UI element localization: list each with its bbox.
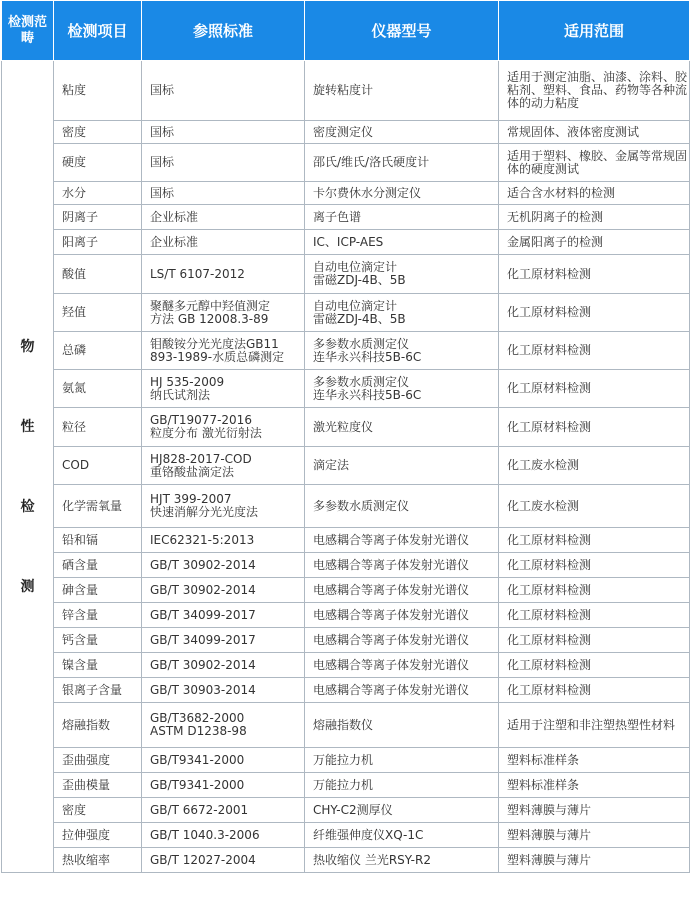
scope-cell: 塑料标准样条 bbox=[499, 773, 690, 798]
scope-cell: 塑料薄膜与薄片 bbox=[499, 848, 690, 873]
item-cell: 化学需氧量 bbox=[54, 485, 142, 528]
item-cell: 总磷 bbox=[54, 332, 142, 370]
item-cell: 铅和镉 bbox=[54, 528, 142, 553]
scope-cell: 化工废水检测 bbox=[499, 485, 690, 528]
table-row bbox=[2, 370, 690, 408]
table-row bbox=[2, 182, 690, 205]
scope-cell: 塑料标准样条 bbox=[499, 748, 690, 773]
instrument-cell: 万能拉力机 bbox=[305, 748, 499, 773]
instrument-cell: 密度测定仪 bbox=[305, 121, 499, 144]
item-cell: 阴离子 bbox=[54, 205, 142, 230]
standard-cell: 企业标准 bbox=[142, 205, 305, 230]
instrument-cell: 电感耦合等离子体发射光谱仪 bbox=[305, 528, 499, 553]
table-row bbox=[2, 703, 690, 748]
scope-cell: 化工原材料检测 bbox=[499, 528, 690, 553]
item-cell: 拉伸强度 bbox=[54, 823, 142, 848]
category-char: 测 bbox=[20, 578, 35, 595]
scope-cell: 适用于测定油脂、油漆、涂料、胶粘剂、塑料、食品、药物等各种流体的动力粘度 bbox=[499, 61, 690, 121]
table-row bbox=[2, 798, 690, 823]
category-char: 性 bbox=[20, 418, 35, 435]
standard-cell: GB/T 30902-2014 bbox=[142, 653, 305, 678]
scope-cell: 化工原材料检测 bbox=[499, 678, 690, 703]
scope-cell: 化工原材料检测 bbox=[499, 294, 690, 332]
item-cell: 氨氮 bbox=[54, 370, 142, 408]
scope-cell: 塑料薄膜与薄片 bbox=[499, 823, 690, 848]
item-cell: 钙含量 bbox=[54, 628, 142, 653]
testing-table bbox=[1, 0, 690, 873]
instrument-cell: 离子色谱 bbox=[305, 205, 499, 230]
item-cell: 歪曲强度 bbox=[54, 748, 142, 773]
standard-cell: GB/T 30903-2014 bbox=[142, 678, 305, 703]
table-row bbox=[2, 578, 690, 603]
standard-cell: GB/T 34099-2017 bbox=[142, 603, 305, 628]
standard-cell: 国标 bbox=[142, 144, 305, 182]
scope-cell: 化工原材料检测 bbox=[499, 553, 690, 578]
item-cell: 熔融指数 bbox=[54, 703, 142, 748]
table-row bbox=[2, 485, 690, 528]
item-cell: 硒含量 bbox=[54, 553, 142, 578]
table-row bbox=[2, 823, 690, 848]
instrument-cell: 电感耦合等离子体发射光谱仪 bbox=[305, 553, 499, 578]
instrument-cell: 旋转粘度计 bbox=[305, 61, 499, 121]
scope-cell: 适用于塑料、橡胶、金属等常规固体的硬度测试 bbox=[499, 144, 690, 182]
item-cell: 密度 bbox=[54, 798, 142, 823]
header-instrument: 仪器型号 bbox=[305, 1, 499, 61]
item-cell: 歪曲模量 bbox=[54, 773, 142, 798]
item-cell: 镍含量 bbox=[54, 653, 142, 678]
standard-cell: GB/T19077-2016 粒度分布 激光衍射法 bbox=[142, 408, 305, 447]
scope-cell: 常规固体、液体密度测试 bbox=[499, 121, 690, 144]
instrument-cell: CHY-C2测厚仪 bbox=[305, 798, 499, 823]
table-row bbox=[2, 230, 690, 255]
instrument-cell: 多参数水质测定仪 连华永兴科技5B-6C bbox=[305, 370, 499, 408]
table-row bbox=[2, 121, 690, 144]
item-cell: 酸值 bbox=[54, 255, 142, 294]
standard-cell: 钼酸铵分光光度法GB11 893-1989-水质总磷测定 bbox=[142, 332, 305, 370]
item-cell: 硬度 bbox=[54, 144, 142, 182]
instrument-cell: 电感耦合等离子体发射光谱仪 bbox=[305, 653, 499, 678]
category-char: 检 bbox=[20, 498, 35, 515]
standard-cell: 企业标准 bbox=[142, 230, 305, 255]
standard-cell: GB/T 6672-2001 bbox=[142, 798, 305, 823]
table-row bbox=[2, 848, 690, 873]
table-row bbox=[2, 773, 690, 798]
standard-cell: GB/T 30902-2014 bbox=[142, 553, 305, 578]
scope-cell: 无机阴离子的检测 bbox=[499, 205, 690, 230]
instrument-cell: 自动电位滴定计 雷磁ZDJ-4B、5B bbox=[305, 255, 499, 294]
scope-cell: 适用于注塑和非注塑热塑性材料 bbox=[499, 703, 690, 748]
item-cell: 银离子含量 bbox=[54, 678, 142, 703]
item-cell: 粘度 bbox=[54, 61, 142, 121]
standard-cell: 国标 bbox=[142, 182, 305, 205]
table-row bbox=[2, 447, 690, 485]
category-cell bbox=[2, 61, 54, 873]
table-row bbox=[2, 603, 690, 628]
table-row bbox=[2, 628, 690, 653]
scope-cell: 化工原材料检测 bbox=[499, 628, 690, 653]
instrument-cell: 电感耦合等离子体发射光谱仪 bbox=[305, 578, 499, 603]
table-row bbox=[2, 748, 690, 773]
scope-cell: 化工原材料检测 bbox=[499, 578, 690, 603]
header-scope: 适用范围 bbox=[499, 1, 690, 61]
standard-cell: IEC62321-5:2013 bbox=[142, 528, 305, 553]
header-item: 检测项目 bbox=[54, 1, 142, 61]
table-row bbox=[2, 332, 690, 370]
table-row bbox=[2, 678, 690, 703]
standard-cell: GB/T3682-2000 ASTM D1238-98 bbox=[142, 703, 305, 748]
standard-cell: 国标 bbox=[142, 121, 305, 144]
scope-cell: 适合含水材料的检测 bbox=[499, 182, 690, 205]
standard-cell: LS/T 6107-2012 bbox=[142, 255, 305, 294]
standard-cell: HJ828-2017-COD 重铬酸盐滴定法 bbox=[142, 447, 305, 485]
item-cell: 热收缩率 bbox=[54, 848, 142, 873]
standard-cell: 国标 bbox=[142, 61, 305, 121]
instrument-cell: 多参数水质测定仪 bbox=[305, 485, 499, 528]
table-row bbox=[2, 408, 690, 447]
instrument-cell: 电感耦合等离子体发射光谱仪 bbox=[305, 628, 499, 653]
instrument-cell: 万能拉力机 bbox=[305, 773, 499, 798]
instrument-cell: IC、ICP-AES bbox=[305, 230, 499, 255]
instrument-cell: 激光粒度仪 bbox=[305, 408, 499, 447]
scope-cell: 化工原材料检测 bbox=[499, 603, 690, 628]
table-row bbox=[2, 255, 690, 294]
item-cell: 阳离子 bbox=[54, 230, 142, 255]
standard-cell: GB/T9341-2000 bbox=[142, 748, 305, 773]
scope-cell: 化工废水检测 bbox=[499, 447, 690, 485]
item-cell: COD bbox=[54, 447, 142, 485]
instrument-cell: 电感耦合等离子体发射光谱仪 bbox=[305, 603, 499, 628]
item-cell: 砷含量 bbox=[54, 578, 142, 603]
header-category: 检测范畴 bbox=[2, 1, 54, 61]
instrument-cell: 纤维强伸度仪XQ-1C bbox=[305, 823, 499, 848]
standard-cell: GB/T 12027-2004 bbox=[142, 848, 305, 873]
standard-cell: GB/T 34099-2017 bbox=[142, 628, 305, 653]
table-row bbox=[2, 294, 690, 332]
item-cell: 粒径 bbox=[54, 408, 142, 447]
standard-cell: HJ 535-2009 纳氏试剂法 bbox=[142, 370, 305, 408]
instrument-cell: 熔融指数仪 bbox=[305, 703, 499, 748]
standard-cell: GB/T 1040.3-2006 bbox=[142, 823, 305, 848]
standard-cell: 聚醚多元醇中羟值测定 方法 GB 12008.3-89 bbox=[142, 294, 305, 332]
instrument-cell: 多参数水质测定仪 连华永兴科技5B-6C bbox=[305, 332, 499, 370]
standard-cell: HJT 399-2007 快速消解分光光度法 bbox=[142, 485, 305, 528]
instrument-cell: 自动电位滴定计 雷磁ZDJ-4B、5B bbox=[305, 294, 499, 332]
instrument-cell: 卡尔费休水分测定仪 bbox=[305, 182, 499, 205]
standard-cell: GB/T9341-2000 bbox=[142, 773, 305, 798]
instrument-cell: 滴定法 bbox=[305, 447, 499, 485]
item-cell: 密度 bbox=[54, 121, 142, 144]
instrument-cell: 邵氏/维氏/洛氏硬度计 bbox=[305, 144, 499, 182]
scope-cell: 金属阳离子的检测 bbox=[499, 230, 690, 255]
table-row bbox=[2, 205, 690, 230]
table-row bbox=[2, 553, 690, 578]
table-row bbox=[2, 61, 690, 121]
item-cell: 羟值 bbox=[54, 294, 142, 332]
item-cell: 锌含量 bbox=[54, 603, 142, 628]
item-cell: 水分 bbox=[54, 182, 142, 205]
table-row bbox=[2, 144, 690, 182]
instrument-cell: 电感耦合等离子体发射光谱仪 bbox=[305, 678, 499, 703]
table-row bbox=[2, 653, 690, 678]
category-char: 物 bbox=[20, 338, 35, 355]
standard-cell: GB/T 30902-2014 bbox=[142, 578, 305, 603]
table-row bbox=[2, 528, 690, 553]
scope-cell: 化工原材料检测 bbox=[499, 653, 690, 678]
scope-cell: 塑料薄膜与薄片 bbox=[499, 798, 690, 823]
scope-cell: 化工原材料检测 bbox=[499, 255, 690, 294]
scope-cell: 化工原材料检测 bbox=[499, 332, 690, 370]
table-header-row bbox=[2, 1, 690, 61]
instrument-cell: 热收缩仪 兰光RSY-R2 bbox=[305, 848, 499, 873]
scope-cell: 化工原材料检测 bbox=[499, 370, 690, 408]
header-standard: 参照标准 bbox=[142, 1, 305, 61]
scope-cell: 化工原材料检测 bbox=[499, 408, 690, 447]
